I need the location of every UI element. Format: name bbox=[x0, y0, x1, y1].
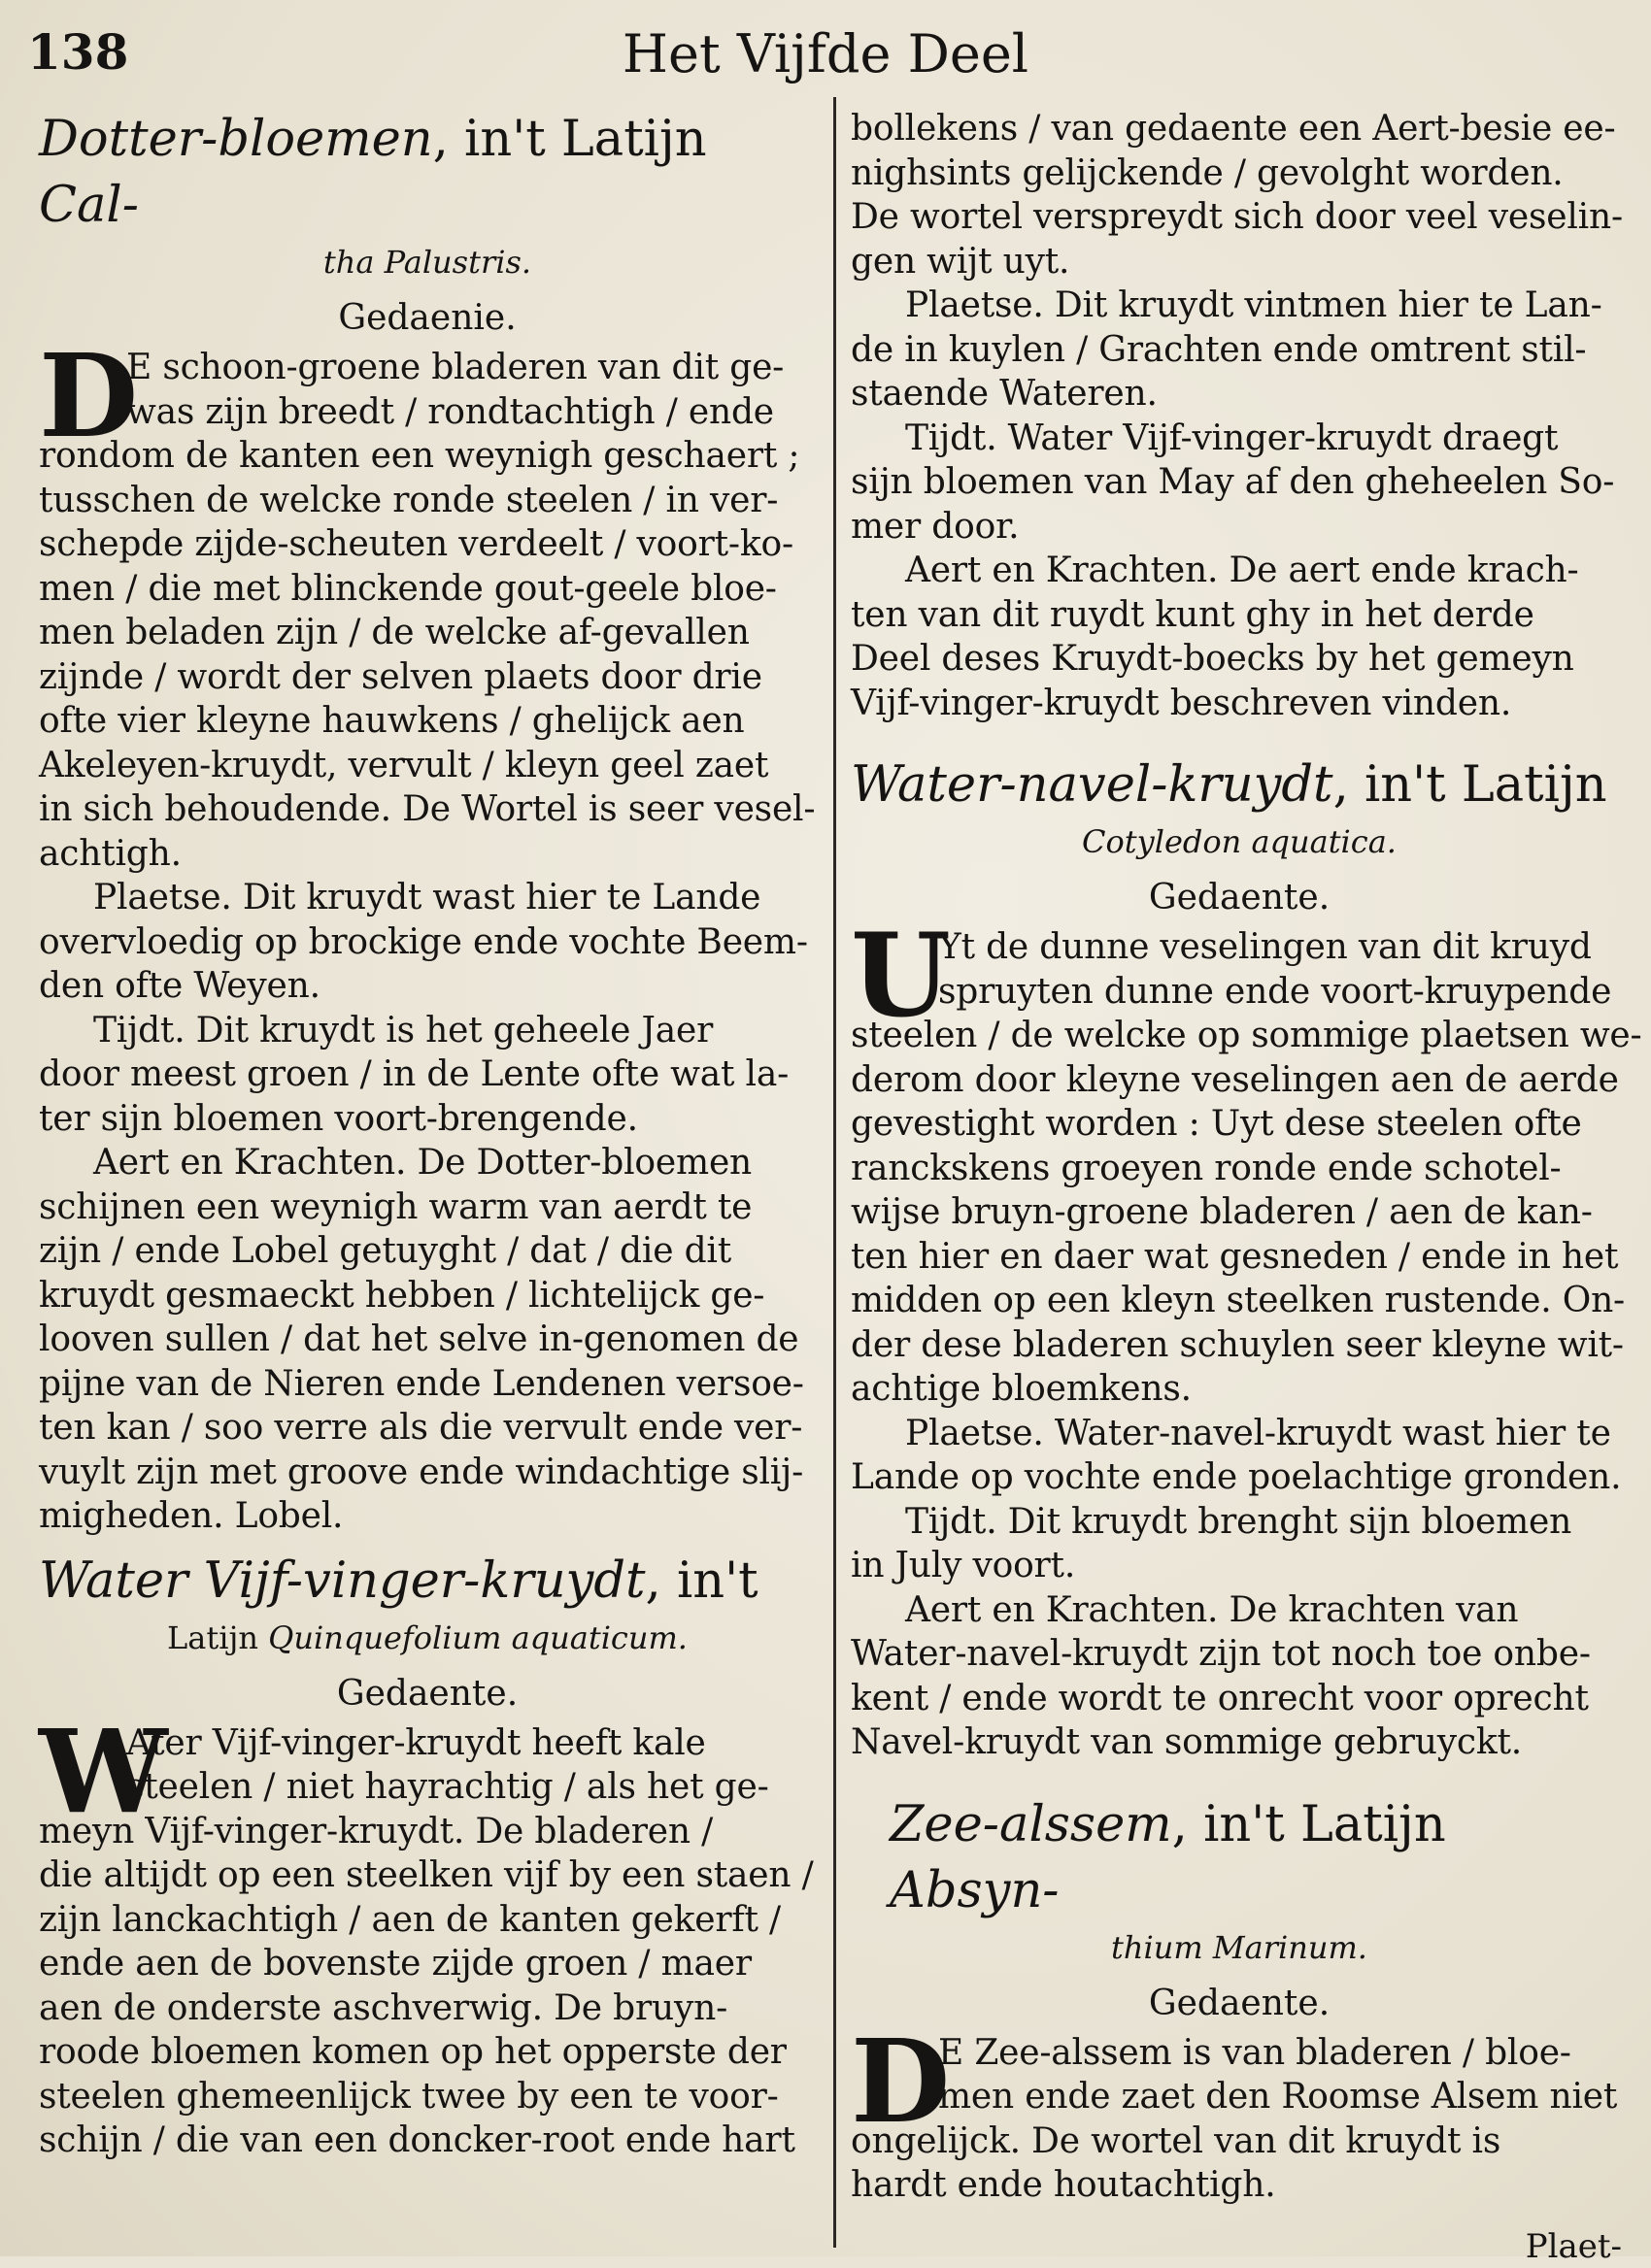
text-line: den ofte Weyen. bbox=[39, 966, 320, 1006]
text-line: De wortel verspreydt sich door veel veselin- bbox=[851, 197, 1623, 237]
paragraph-plaetse bbox=[851, 284, 1628, 417]
paragraph-continuation bbox=[851, 107, 1628, 284]
text-line: ranckskens groeyen ronde ende schotel- bbox=[851, 1148, 1562, 1188]
text-line: derom door kleyne veselingen aen de aerde bbox=[851, 1059, 1619, 1100]
page-number: 138 bbox=[27, 23, 129, 81]
text-line: Yt de dunne veselingen van dit kruyd bbox=[938, 927, 1592, 967]
latin-name: Cotyledon aquatica. bbox=[1082, 823, 1397, 860]
subhead-gedaente: Gedaente. bbox=[336, 1673, 519, 1714]
text-line: men beladen zijn / de welcke af-gevallen bbox=[39, 613, 750, 652]
text-line: overvloedig op brockige ende vochte Beem- bbox=[39, 921, 808, 962]
running-head: Het Vijfde Deel bbox=[622, 23, 1029, 84]
text-line: gen wijt uyt. bbox=[851, 241, 1070, 282]
title-latin: Absyn- bbox=[890, 1861, 1060, 1919]
paragraph-plaetse bbox=[39, 876, 816, 1009]
text-line: spruyten dunne ende voort-kruypende bbox=[938, 971, 1612, 1012]
text-line: steelen / de welcke op sommige plaetsen we- bbox=[851, 1016, 1642, 1055]
text-line: tusschen de welcke ronde steelen / in ver- bbox=[39, 480, 779, 520]
right-column bbox=[851, 107, 1642, 2268]
text-line: midden op een kleyn steelken rustende. On- bbox=[851, 1281, 1626, 1320]
title-rest: , in't bbox=[645, 1551, 758, 1610]
text-line: zijn lanckachtigh / aen de kanten gekerft / bbox=[39, 1899, 781, 1940]
text-line: schijnen een weynigh warm van aerdt te bbox=[39, 1186, 753, 1227]
text-line: looven sullen / dat het selve in-genomen de bbox=[39, 1319, 799, 1359]
text-line: ter sijn bloemen voort-brengende. bbox=[39, 1098, 638, 1139]
text-line: steelen / niet hayrachtig / als het ge- bbox=[126, 1767, 769, 1807]
catchword: Plaet- bbox=[1525, 2226, 1622, 2266]
subhead-gedaenie: Gedaenie. bbox=[338, 298, 517, 338]
title-main: Water Vijf-vinger-kruydt bbox=[39, 1551, 646, 1610]
paragraph-water-navel-description bbox=[851, 908, 1642, 1412]
text-line: mer door. bbox=[851, 506, 1020, 547]
paragraph-water-vijf-vinger-description bbox=[39, 1703, 816, 2163]
paragraph-tijdt bbox=[39, 1009, 816, 1142]
column-rule bbox=[833, 97, 836, 2248]
paragraph-dotter-description bbox=[39, 328, 816, 876]
text-line: ten van dit ruydt kunt ghy in het derde bbox=[851, 594, 1534, 635]
left-column bbox=[39, 107, 816, 2163]
text-line: die altijdt op een steelken vijf by een staen / bbox=[39, 1855, 814, 1895]
text-line: kruydt gesmaeckt hebben / lichtelijck ge- bbox=[39, 1275, 765, 1316]
text-line: migheden. Lobel. bbox=[39, 1496, 344, 1536]
text-line: staende Wateren. bbox=[851, 374, 1158, 414]
title-rest: , in't Latijn bbox=[1171, 1795, 1446, 1853]
section-title-water-vijf-vinger-kruydt bbox=[39, 1549, 816, 1615]
text-line: ten hier en daer wat gesneden / ende in het bbox=[851, 1236, 1619, 1277]
text-line: hardt ende houtachtigh. bbox=[851, 2165, 1276, 2205]
text-line: schijn / die van een doncker-root ende hart bbox=[39, 2120, 795, 2160]
latin-name-line bbox=[39, 1615, 816, 1661]
text-line: bollekens / van gedaente een Aert-besie ee- bbox=[851, 109, 1616, 149]
paragraph-plaetse bbox=[851, 1412, 1628, 1500]
text-line: vuylt zijn met groove ende windachtige slij- bbox=[39, 1451, 804, 1492]
section-title-water-navel-kruydt bbox=[851, 752, 1628, 818]
latin-name-continued: tha Palustris. bbox=[322, 244, 532, 281]
text-line: schepde zijde-scheuten verdeelt / voort-ko- bbox=[39, 524, 793, 564]
title-main: Water-navel-kruydt bbox=[851, 756, 1333, 814]
text-line: Lande op vochte ende poelachtige gronden. bbox=[851, 1457, 1622, 1497]
text-line: Plaetse. Dit kruydt wast hier te Lande bbox=[93, 878, 761, 917]
latin-name: Quinquefolium aquaticum. bbox=[268, 1618, 688, 1656]
text-line: Deel deses Kruydt-boecks by het gemeyn bbox=[851, 639, 1574, 679]
page-header bbox=[0, 14, 1651, 89]
paragraph-zee-alssem-description bbox=[851, 2013, 1628, 2208]
paragraph-aert bbox=[851, 549, 1628, 725]
text-line: in July voort. bbox=[851, 1546, 1076, 1585]
text-line: gevestight worden : Uyt dese steelen ofte bbox=[851, 1104, 1582, 1144]
text-line: roode bloemen komen op het opperste der bbox=[39, 2032, 787, 2072]
text-line: nighsints gelijckende / gevolght worden. bbox=[851, 152, 1564, 193]
section-title-zee-alssem bbox=[851, 1792, 1628, 1924]
text-line: sijn bloemen van May af den gheheelen So- bbox=[851, 462, 1615, 502]
paragraph-tijdt bbox=[851, 417, 1628, 550]
text-line: Navel-kruydt van sommige gebruyckt. bbox=[851, 1722, 1522, 1762]
text-line: men ende zaet den Roomse Alsem niet bbox=[938, 2077, 1618, 2117]
text-line: de in kuylen / Grachten ende omtrent stil- bbox=[851, 329, 1587, 370]
text-line: was zijn breedt / rondtachtigh / ende bbox=[126, 391, 774, 432]
latin-prefix: Latijn bbox=[167, 1618, 269, 1656]
text-line: achtige bloemkens. bbox=[851, 1369, 1192, 1409]
title-rest: , in't Latijn bbox=[1332, 756, 1607, 814]
text-line: zijn / ende Lobel getuyght / dat / die dit bbox=[39, 1231, 731, 1271]
paragraph-aert bbox=[851, 1588, 1628, 1765]
title-main: Zee-alssem bbox=[890, 1795, 1172, 1853]
text-line: meyn Vijf-vinger-kruydt. De bladeren / bbox=[39, 1811, 714, 1851]
text-line: ende aen de bovenste zijde groen / maer bbox=[39, 1944, 752, 1984]
text-line: Vijf-vinger-kruydt beschreven vinden. bbox=[851, 683, 1512, 723]
text-line: kent / ende wordt te onrecht voor oprecht bbox=[851, 1678, 1589, 1718]
subhead-gedaente: Gedaente. bbox=[1148, 1983, 1331, 2023]
text-line: Plaetse. Water-navel-kruydt wast hier te bbox=[905, 1413, 1611, 1453]
text-line: ten kan / soo verre als die vervult ende ver- bbox=[39, 1408, 803, 1448]
title-latin: Cal- bbox=[39, 177, 139, 234]
section-title-dotter-bloemen bbox=[39, 107, 816, 239]
text-line: ofte vier kleyne hauwkens / ghelijck aen bbox=[39, 701, 745, 741]
text-line: Water-navel-kruydt zijn tot noch toe onbe- bbox=[851, 1634, 1591, 1674]
title-rest: , in't Latijn bbox=[432, 111, 707, 168]
text-line: door meest groen / in de Lente ofte wat la- bbox=[39, 1054, 790, 1094]
text-line: Aert en Krachten. De krachten van bbox=[905, 1589, 1519, 1630]
text-line: Tijdt. Dit kruydt is het geheele Jaer bbox=[93, 1010, 714, 1051]
text-line: steelen ghemeenlijck twee by een te voor- bbox=[39, 2076, 779, 2117]
title-main: Dotter-bloemen bbox=[39, 111, 433, 168]
text-line: wijse bruyn-groene bladeren / aen de kan- bbox=[851, 1192, 1593, 1232]
text-line: aen de onderste aschverwig. De bruyn- bbox=[39, 1987, 728, 2028]
text-line: E schoon-groene bladeren van dit ge- bbox=[126, 348, 785, 387]
text-line: Plaetse. Dit kruydt vintmen hier te Lan- bbox=[905, 285, 1602, 325]
text-line: pijne van de Nieren ende Lendenen versoe- bbox=[39, 1363, 804, 1404]
text-line: E Zee-alssem is van bladeren / bloe- bbox=[938, 2032, 1571, 2073]
text-line: Aert en Krachten. De aert ende krach- bbox=[905, 550, 1579, 590]
text-line: Aert en Krachten. De Dotter-bloemen bbox=[93, 1143, 753, 1183]
text-line: zijnde / wordt der selven plaets door drie bbox=[39, 656, 762, 697]
drop-cap: U bbox=[851, 908, 951, 1043]
text-line: Ater Vijf-vinger-kruydt heeft kale bbox=[126, 1722, 706, 1763]
text-line: Tijdt. Water Vijf-vinger-kruydt draegt bbox=[905, 417, 1559, 458]
paragraph-aert bbox=[39, 1141, 816, 1539]
text-line: Tijdt. Dit kruydt brenght sijn bloemen bbox=[905, 1501, 1572, 1542]
text-line: achtigh. bbox=[39, 833, 182, 874]
subhead-gedaente: Gedaente. bbox=[1148, 878, 1331, 917]
latin-name-continued: thium Marinum. bbox=[1111, 1928, 1367, 1966]
paragraph-tijdt bbox=[851, 1500, 1628, 1588]
text-line: Akeleyen-kruydt, vervult / kleyn geel zaet bbox=[39, 745, 769, 785]
text-line: ongelijck. De wortel van dit kruydt is bbox=[851, 2120, 1501, 2161]
text-line: rondom de kanten een weynigh geschaert ; bbox=[39, 436, 800, 476]
drop-cap: D bbox=[39, 328, 139, 463]
drop-cap: W bbox=[39, 1703, 168, 1839]
text-line: der dese bladeren schuylen seer kleyne wit- bbox=[851, 1324, 1624, 1365]
drop-cap: D bbox=[851, 2013, 951, 2149]
text-line: in sich behoudende. De Wortel is seer vesel- bbox=[39, 789, 816, 829]
text-line: men / die met blinckende gout-geele bloe- bbox=[39, 568, 777, 609]
